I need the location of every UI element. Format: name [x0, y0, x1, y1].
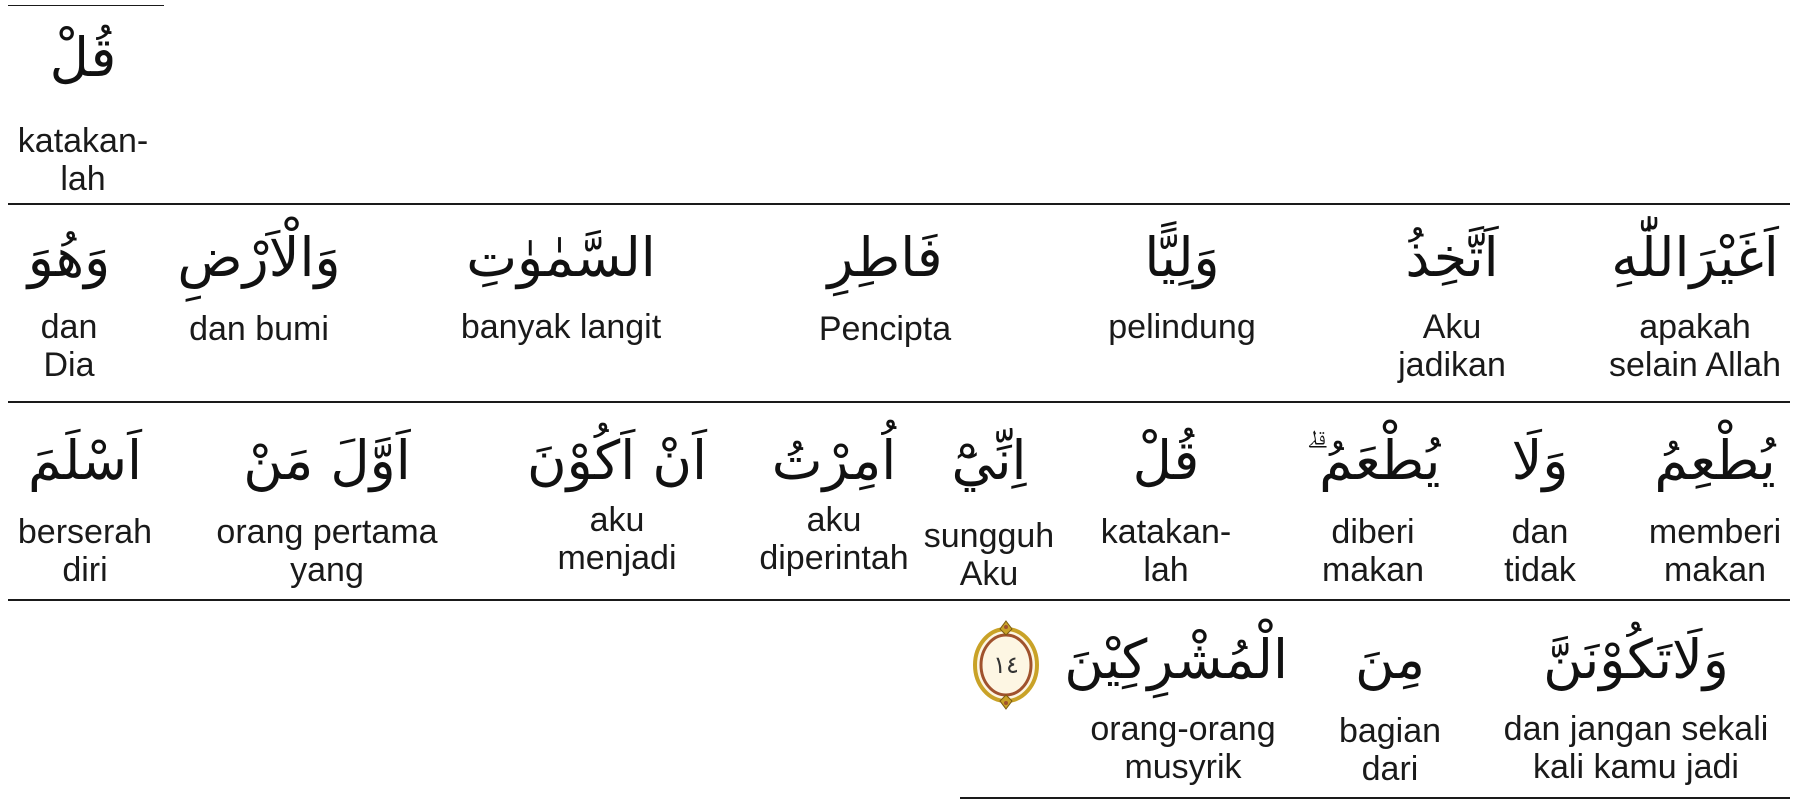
arabic-word: اُمِرْتُ: [771, 429, 897, 492]
word-block: [8, 421, 162, 589]
translation: dan tidak: [1504, 513, 1576, 589]
word-block: [1382, 218, 1522, 384]
word-block: [918, 421, 1060, 593]
arabic-word: وَلَا: [1511, 429, 1569, 492]
word-block: [14, 218, 124, 384]
arabic-word: مِنَ: [1354, 628, 1426, 691]
arabic-word: وَلَاتَكُوْنَنَّ: [1543, 628, 1729, 691]
word-block: [800, 218, 970, 348]
word-block: [176, 218, 342, 348]
arabic-word: اَنْ اَكُوْنَ: [526, 429, 708, 492]
translation: memberi makan: [1648, 513, 1782, 589]
verse-end-marker: [971, 619, 1041, 711]
word-block: [8, 18, 158, 198]
line-separator-2: [8, 401, 1790, 403]
line-separator-1: [8, 203, 1790, 205]
translation: dan jangan sekali kali kamu jadi: [1503, 710, 1769, 786]
translation: dan Dia: [40, 308, 98, 384]
top-partial-rule: [8, 5, 164, 6]
translation: katakan- lah: [17, 122, 149, 198]
translation: orang-orang musyrik: [1090, 710, 1276, 786]
line-separator-3: [8, 599, 1790, 601]
word-block: [750, 421, 918, 577]
translation: pelindung: [1108, 308, 1256, 346]
translation: bagian dari: [1338, 712, 1442, 788]
word-block: [500, 421, 734, 577]
word-block: [1640, 421, 1790, 589]
word-block: [445, 218, 677, 346]
translation: dan bumi: [189, 310, 329, 348]
word-block: [204, 421, 450, 589]
word-block: [1485, 421, 1595, 589]
arabic-word: وَلِيًّا: [1144, 226, 1220, 289]
translation: orang pertama yang: [216, 513, 438, 589]
translation: aku menjadi: [557, 501, 677, 577]
arabic-word: اَوَّلَ مَنْ: [243, 429, 411, 492]
arabic-word: وَالْاَرْضِ: [177, 226, 341, 289]
word-block: [1490, 620, 1782, 786]
word-block: [1320, 620, 1460, 788]
arabic-word: الْمُشْرِكِيْنَ: [1064, 628, 1288, 691]
arabic-word: السَّمٰوٰتِ: [466, 226, 656, 289]
arabic-word: قُلْ: [49, 26, 117, 89]
line-separator-4: [960, 797, 1790, 799]
translation: banyak langit: [460, 308, 662, 346]
arabic-word: وَهُوَ: [27, 226, 111, 289]
arabic-word: يُطْعِمُ: [1654, 429, 1776, 492]
translation: sungguh Aku: [923, 517, 1055, 593]
translation: berserah diri: [17, 513, 153, 589]
translation: Aku jadikan: [1398, 308, 1506, 384]
word-block: [1091, 421, 1241, 589]
word-block: [1298, 421, 1448, 589]
translation: katakan- lah: [1100, 513, 1232, 589]
arabic-word: فَاطِرِ: [827, 226, 943, 289]
arabic-word: يُطْعَمُ ۗ: [1305, 429, 1441, 492]
arabic-word: اَتَّخِذُ: [1405, 226, 1499, 289]
word-block: [1064, 620, 1288, 786]
arabic-word: اَغَيْرَاللّٰهِ: [1611, 226, 1779, 289]
translation: aku diperintah: [759, 501, 909, 577]
translation: Pencipta: [818, 310, 952, 348]
arabic-word: قُلْ: [1132, 429, 1200, 492]
word-block: [1597, 218, 1793, 384]
word-block: [1084, 218, 1280, 346]
translation: apakah selain Allah: [1608, 308, 1781, 384]
arabic-word: اِنِّيْٓ: [951, 429, 1027, 492]
arabic-word: اَسْلَمَ: [27, 429, 143, 492]
verse-number: ١٤: [993, 651, 1019, 679]
translation: diberi makan: [1321, 513, 1425, 589]
